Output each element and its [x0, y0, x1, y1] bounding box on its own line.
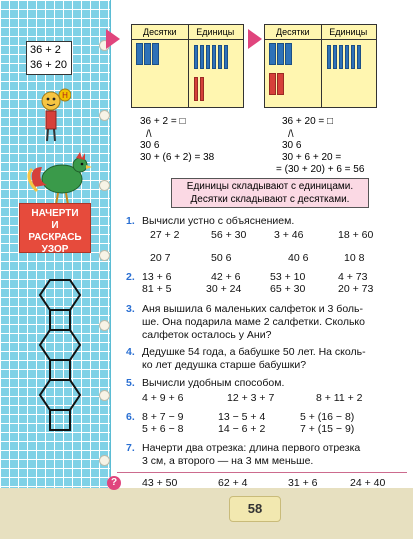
arrow-marker-icon	[248, 29, 262, 49]
task-number: 6.	[126, 411, 135, 423]
task-number: 1.	[126, 215, 135, 227]
decompose-mark: /\	[288, 129, 294, 140]
t5-expr: 4 + 9 + 6	[142, 392, 184, 404]
task-4-line-2: ко лет дедушка старше бабушки?	[142, 359, 307, 371]
example-note	[26, 41, 72, 75]
task-number: 4.	[126, 346, 135, 358]
added-tens	[269, 73, 284, 95]
binding-hole	[99, 250, 110, 261]
t1-expr-c: 3 + 46	[274, 229, 304, 241]
t6-expr: 13 − 5 + 4	[218, 411, 266, 423]
task-number: 2.	[126, 271, 135, 283]
draw-heading-line-1: НАЧЕРТИ	[31, 208, 79, 219]
units-sticks	[194, 45, 228, 69]
right-calc-line-1: 36 + 20 = □	[282, 116, 334, 127]
note-line-2: 36 + 20	[30, 59, 68, 71]
arrow-marker-icon	[106, 29, 120, 49]
t2-expr: 13 + 6	[142, 271, 172, 283]
draw-heading-line-4: УЗОР	[41, 244, 69, 255]
units-label: Единицы	[196, 27, 235, 37]
task-1-text: Вычисли устно с объяснением.	[142, 215, 295, 227]
place-value-table-1	[131, 24, 244, 108]
decompose-mark: /\	[146, 129, 152, 140]
t1-expr-a: 27 + 2	[150, 229, 180, 241]
draw-pattern-heading	[19, 203, 91, 253]
task-4-line-1: Дедушке 54 года, а бабушке 50 лет. На сколь-	[142, 346, 366, 358]
task-5-text: Вычисли удобным способом.	[142, 377, 285, 389]
bonus-expr: 31 + 6	[288, 477, 318, 489]
tens-blocks	[269, 43, 292, 65]
tens-label: Десятки	[275, 27, 310, 37]
t6-expr: 5 + (16 − 8)	[300, 411, 355, 423]
t2-expr: 20 + 73	[338, 283, 374, 295]
t5-expr: 8 + 11 + 2	[316, 392, 363, 404]
t1-split-c: 40 6	[288, 252, 309, 264]
t5-expr: 12 + 3 + 7	[227, 392, 275, 404]
task-7-line-1: Начерти два отрезка: длина первого отрезка	[142, 442, 361, 454]
t1-expr-d: 18 + 60	[338, 229, 374, 241]
bonus-expr: 62 + 4	[218, 477, 248, 489]
page-number: 58	[229, 496, 281, 522]
bonus-expr: 24 + 40	[350, 477, 386, 489]
task-number: 3.	[126, 303, 135, 315]
t1-expr-b: 56 + 30	[211, 229, 247, 241]
column-divider	[188, 25, 189, 107]
t2-expr: 42 + 6	[211, 271, 241, 283]
tens-label: Десятки	[142, 27, 177, 37]
binding-hole	[99, 390, 110, 401]
left-calc-line-2: 30 6	[140, 140, 160, 151]
t6-expr: 7 + (15 − 9)	[300, 423, 355, 435]
rule-box	[171, 178, 369, 208]
units-sticks	[327, 45, 361, 69]
note-line-1: 36 + 2	[30, 44, 61, 56]
hexagon-pattern	[30, 270, 90, 450]
added-units	[194, 77, 204, 101]
tens-blocks	[136, 43, 159, 65]
t2-expr: 4 + 73	[338, 271, 368, 283]
rule-line-2: Десятки складывают с десятками.	[190, 194, 350, 205]
bonus-expr: 43 + 50	[142, 477, 178, 489]
t2-expr: 81 + 5	[142, 283, 172, 295]
t2-expr: 30 + 24	[206, 283, 242, 295]
t2-expr: 53 + 10	[270, 271, 306, 283]
task-number: 5.	[126, 377, 135, 389]
badge-letter: Н	[62, 91, 68, 100]
binding-hole	[99, 455, 110, 466]
rooster-icon	[22, 147, 92, 207]
t6-expr: 5 + 6 − 8	[142, 423, 184, 435]
right-calc-line-4: = (30 + 20) + 6 = 56	[276, 164, 365, 175]
right-calc-line-2: 30 6	[282, 140, 302, 151]
t6-expr: 14 − 6 + 2	[218, 423, 266, 435]
place-value-table-2	[264, 24, 377, 108]
divider-line	[117, 472, 407, 473]
binding-hole	[99, 110, 110, 121]
t1-split-b: 50 6	[211, 252, 232, 264]
task-3-line-3: салфеток осталось у Ани?	[142, 329, 272, 341]
t1-split-d: 10 8	[344, 252, 365, 264]
draw-heading-line-2: И	[51, 220, 59, 231]
task-number: 7.	[126, 442, 135, 454]
bottom-band	[0, 487, 413, 539]
draw-heading-line-3: РАСКРАСЬ	[28, 232, 82, 243]
rule-line-1: Единицы складывают с единицами.	[186, 181, 354, 192]
column-divider	[321, 25, 322, 107]
left-calc-line-3: 30 + (6 + 2) = 38	[140, 152, 215, 163]
character-icon	[35, 85, 71, 145]
t1-split-a: 20 7	[150, 252, 171, 264]
task-3-line-2: ше. Она подарила маме 2 салфетки. Сколько	[142, 316, 365, 328]
sidebar	[0, 0, 111, 488]
task-7-line-2: 3 см, а второго — на 3 мм меньше.	[142, 455, 314, 467]
t2-expr: 65 + 30	[270, 283, 306, 295]
units-label: Единицы	[329, 27, 368, 37]
left-calc-line-1: 36 + 2 = □	[140, 116, 186, 127]
binding-hole	[99, 320, 110, 331]
task-3-line-1: Аня вышила 6 маленьких салфеток и 3 боль-	[142, 303, 364, 315]
binding-hole	[99, 180, 110, 191]
question-icon: ?	[107, 476, 121, 490]
right-calc-line-3: 30 + 6 + 20 =	[282, 152, 342, 163]
t6-expr: 8 + 7 − 9	[142, 411, 184, 423]
